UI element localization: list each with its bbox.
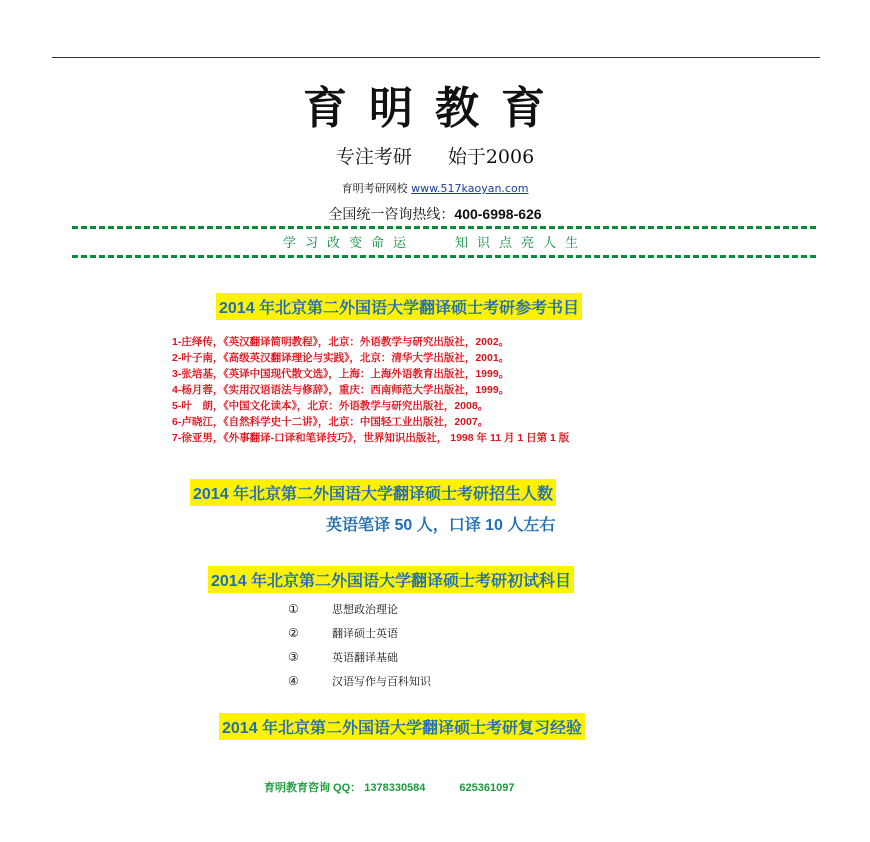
subject-name: 英语翻译基础 — [332, 651, 398, 664]
book-item: 2-叶子南，《高级英汉翻译理论与实践》，北京：清华大学出版社，2001。 — [172, 352, 510, 364]
subject-index: ④ — [288, 674, 299, 688]
website-line — [0, 180, 870, 196]
subject-index: ② — [288, 626, 299, 640]
book-item: 5-叶 朗，《中国文化读本》，北京：外语教学与研究出版社，2008。 — [172, 400, 489, 412]
subject-name: 汉语写作与百科知识 — [332, 675, 431, 688]
hotline — [0, 204, 870, 224]
enrollment-heading: 2014 年北京第二外国语大学翻译硕士考研招生人数 — [190, 479, 556, 506]
book-item: 3-张培基，《英译中国现代散文选》，上海：上海外语教育出版社，1999。 — [172, 368, 510, 380]
book-item: 7-徐亚男，《外事翻译-口译和笔译技巧》，世界知识出版社， 1998 年 11 月 1 日第 1 版 — [172, 432, 570, 444]
slogan — [0, 142, 870, 169]
subject-name: 翻译硕士英语 — [332, 627, 398, 640]
contact-line — [264, 779, 514, 795]
subject-list — [288, 597, 431, 693]
subject-index: ① — [288, 602, 299, 616]
book-item: 1-庄绎传，《英汉翻译简明教程》，北京：外语教学与研究出版社，2002。 — [172, 336, 510, 348]
book-item: 4-杨月蓉，《实用汉语语法与修辞》，重庆：西南师范大学出版社，1999。 — [172, 384, 510, 396]
hotline-number: 400-6998-626 — [454, 206, 542, 222]
books-heading: 2014 年北京第二外国语大学翻译硕士考研参考书目 — [216, 293, 582, 320]
contact-label: 育明教育咨询 QQ： — [264, 782, 362, 794]
brand-title: 育明教育 — [303, 83, 567, 134]
motto — [0, 232, 870, 251]
book-list — [172, 334, 792, 446]
subjects-heading: 2014 年北京第二外国语大学翻译硕士考研初试科目 — [208, 566, 574, 593]
motto-right: 知识点亮人生 — [455, 236, 588, 251]
slogan-left: 专注考研 — [335, 146, 412, 168]
website-label: 育明考研网校 — [341, 182, 408, 195]
website-link[interactable]: www.517kaoyan.com — [411, 182, 529, 195]
slogan-right: 始于2006 — [447, 146, 535, 168]
dashed-divider-bottom — [72, 255, 816, 258]
subject-item — [288, 621, 431, 645]
subject-name: 思想政治理论 — [332, 603, 398, 616]
qq-number-1: 1378330584 — [364, 782, 426, 794]
subject-index: ③ — [288, 650, 299, 664]
motto-left: 学习改变命运 — [282, 236, 415, 251]
hotline-label: 全国统一咨询热线： — [328, 207, 455, 223]
dashed-divider-top — [72, 226, 816, 229]
top-rule — [52, 57, 820, 58]
subject-item — [288, 669, 431, 693]
review-heading: 2014 年北京第二外国语大学翻译硕士考研复习经验 — [219, 713, 585, 740]
subject-item — [288, 597, 431, 621]
enrollment-text: 英语笔译 50 人，口译 10 人左右 — [326, 517, 556, 534]
qq-number-2: 625361097 — [459, 782, 515, 794]
subject-item — [288, 645, 431, 669]
book-item: 6-卢晓江，《自然科学史十二讲》，北京：中国轻工业出版社，2007。 — [172, 416, 489, 428]
